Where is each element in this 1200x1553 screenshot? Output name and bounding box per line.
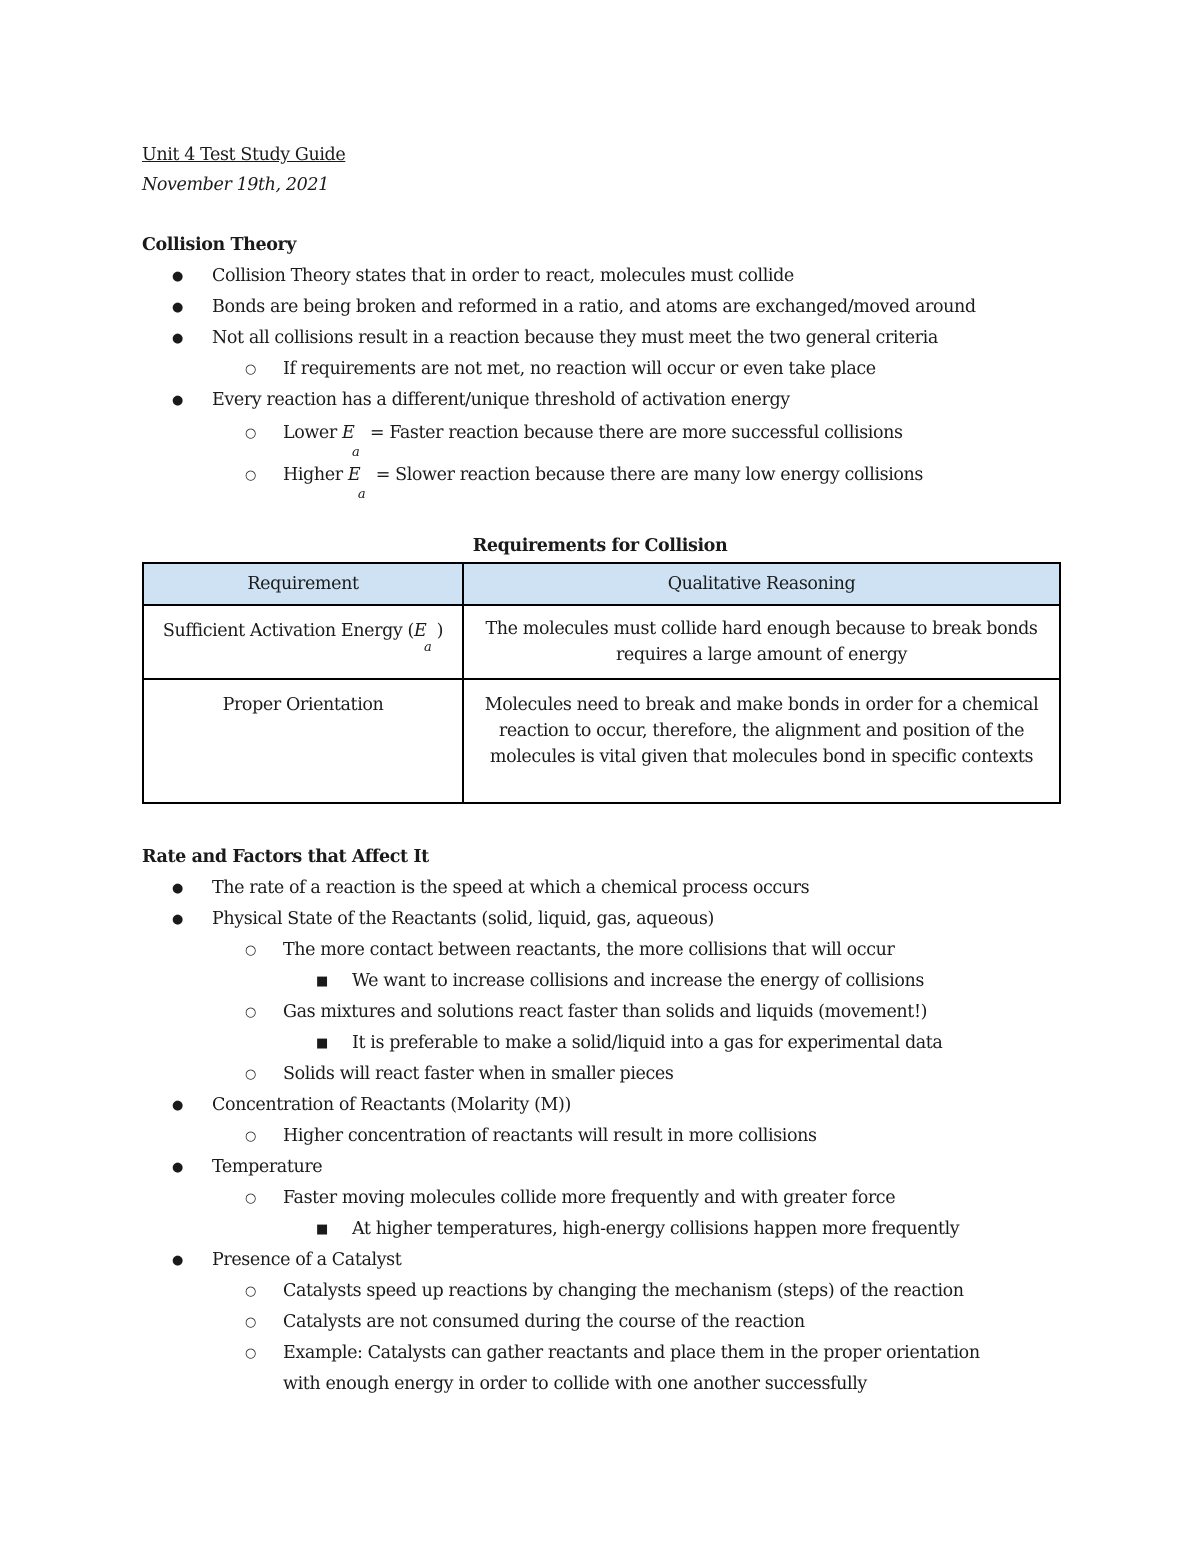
list-item-text: Presence of a Catalyst (212, 1250, 402, 1270)
section-heading-collision-theory: Collision Theory (142, 235, 297, 255)
bullet-circle-icon: ○ (245, 1346, 256, 1361)
list-item-text: Higher concentration of reactants will result in more collisions (283, 1126, 817, 1146)
bullet-disc-icon: ● (172, 1098, 183, 1113)
list-item (0, 292, 1200, 323)
header-cell: Requirement (143, 563, 463, 605)
table-cell: Proper Orientation (143, 679, 463, 803)
bullet-disc-icon: ● (172, 300, 183, 315)
bullet-square-icon: ■ (316, 1036, 328, 1051)
list-item-text: Physical State of the Reactants (solid, liquid, gas, aqueous) (212, 909, 714, 929)
bullet-disc-icon: ● (172, 881, 183, 896)
list-item-text: Catalysts speed up reactions by changing the mechanism (steps) of the reaction (283, 1281, 964, 1301)
bullet-square-icon: ■ (316, 1222, 328, 1237)
list-item (0, 354, 1200, 385)
list-item (0, 1276, 1200, 1307)
list-item (0, 460, 1200, 502)
list-item (0, 1214, 1200, 1245)
table-cell: The molecules must collide hard enough because to break bonds requires a large amount of energy (463, 605, 1060, 679)
list-item-text: Concentration of Reactants (Molarity (M)) (212, 1095, 571, 1115)
bullet-disc-icon: ● (172, 1253, 183, 1268)
list-item-text: Collision Theory states that in order to react, molecules must collide (212, 266, 794, 286)
list-item-text: Catalysts are not consumed during the course of the reaction (283, 1312, 805, 1332)
list-item-text: Faster moving molecules collide more frequently and with greater force (283, 1188, 896, 1208)
list-item-text: with enough energy in order to collide with one another successfully (283, 1374, 867, 1394)
bullet-circle-icon: ○ (245, 943, 256, 958)
bullet-disc-icon: ● (172, 1160, 183, 1175)
list-item-text: The rate of a reaction is the speed at which a chemical process occurs (212, 878, 810, 898)
header-cell: Qualitative Reasoning (463, 563, 1060, 605)
list-item-text: We want to increase collisions and increase the energy of collisions (352, 971, 924, 991)
list-item (0, 1245, 1200, 1276)
bullet-disc-icon: ● (172, 331, 183, 346)
list-item-text: Not all collisions result in a reaction because they must meet the two general criteria (212, 328, 938, 348)
bullet-circle-icon: ○ (245, 1315, 256, 1330)
list-item (0, 1028, 1200, 1059)
bullet-circle-icon: ○ (245, 1005, 256, 1020)
bullet-circle-icon: ○ (245, 1067, 256, 1082)
list-item (0, 873, 1200, 904)
doc-date: November 19th, 2021 (142, 175, 329, 195)
bullet-disc-icon: ● (172, 393, 183, 408)
bullet-circle-icon: ○ (245, 1284, 256, 1299)
bullet-circle-icon: ○ (245, 426, 256, 441)
list-item-text: Example: Catalysts can gather reactants and place them in the proper orientation (283, 1343, 980, 1363)
bullet-disc-icon: ● (172, 269, 183, 284)
list-item (0, 904, 1200, 935)
list-item (0, 1369, 1200, 1400)
list-item-text: The more contact between reactants, the more collisions that will occur (283, 940, 895, 960)
list-item-text: Solids will react faster when in smaller pieces (283, 1064, 674, 1084)
list-item (0, 1121, 1200, 1152)
list-item-text: It is preferable to make a solid/liquid into a gas for experimental data (352, 1033, 943, 1053)
list-item (0, 1090, 1200, 1121)
section-heading-rate-factors: Rate and Factors that Affect It (142, 847, 429, 867)
bullet-circle-icon: ○ (245, 1191, 256, 1206)
list-item-text: Temperature (212, 1157, 323, 1177)
requirements-table (142, 562, 1061, 804)
list-item (0, 1338, 1200, 1369)
list-item-text: Bonds are being broken and reformed in a ratio, and atoms are exchanged/moved around (212, 297, 976, 317)
list-item (0, 418, 1200, 460)
bullet-disc-icon: ● (172, 912, 183, 927)
list-item (0, 1307, 1200, 1338)
table-title: Requirements for Collision (472, 536, 728, 556)
list-item (0, 1152, 1200, 1183)
list-item (0, 261, 1200, 292)
list-item (0, 935, 1200, 966)
bullet-circle-icon: ○ (245, 1129, 256, 1144)
table-row (143, 679, 1060, 803)
list-item-text: Gas mixtures and solutions react faster than solids and liquids (movement!) (283, 1002, 927, 1022)
bullet-square-icon: ■ (316, 974, 328, 989)
list-item-text: Higher E a = Slower reaction because there are many low energy collisions (283, 465, 924, 502)
list-item (0, 1183, 1200, 1214)
table-cell: Molecules need to break and make bonds in order for a chemical reaction to occur, therefore, the alignment and position of the molecules is vital given that molecules bond in specific contexts (463, 679, 1060, 803)
table-cell: Sufficient Activation Energy (E a ) (143, 605, 463, 679)
table-row (143, 605, 1060, 679)
list-item (0, 1059, 1200, 1090)
list-item-text: Every reaction has a different/unique threshold of activation energy (212, 390, 790, 410)
bullet-circle-icon: ○ (245, 362, 256, 377)
list-item (0, 385, 1200, 416)
list-item-text: Lower E a = Faster reaction because there are more successful collisions (283, 423, 903, 460)
list-item (0, 997, 1200, 1028)
list-item-text: If requirements are not met, no reaction will occur or even take place (283, 359, 876, 379)
table-header-row (143, 563, 1060, 605)
bullet-circle-icon: ○ (245, 468, 256, 483)
doc-title: Unit 4 Test Study Guide (142, 145, 346, 165)
list-item-text: At higher temperatures, high-energy collisions happen more frequently (352, 1219, 960, 1239)
list-item (0, 323, 1200, 354)
list-item (0, 966, 1200, 997)
